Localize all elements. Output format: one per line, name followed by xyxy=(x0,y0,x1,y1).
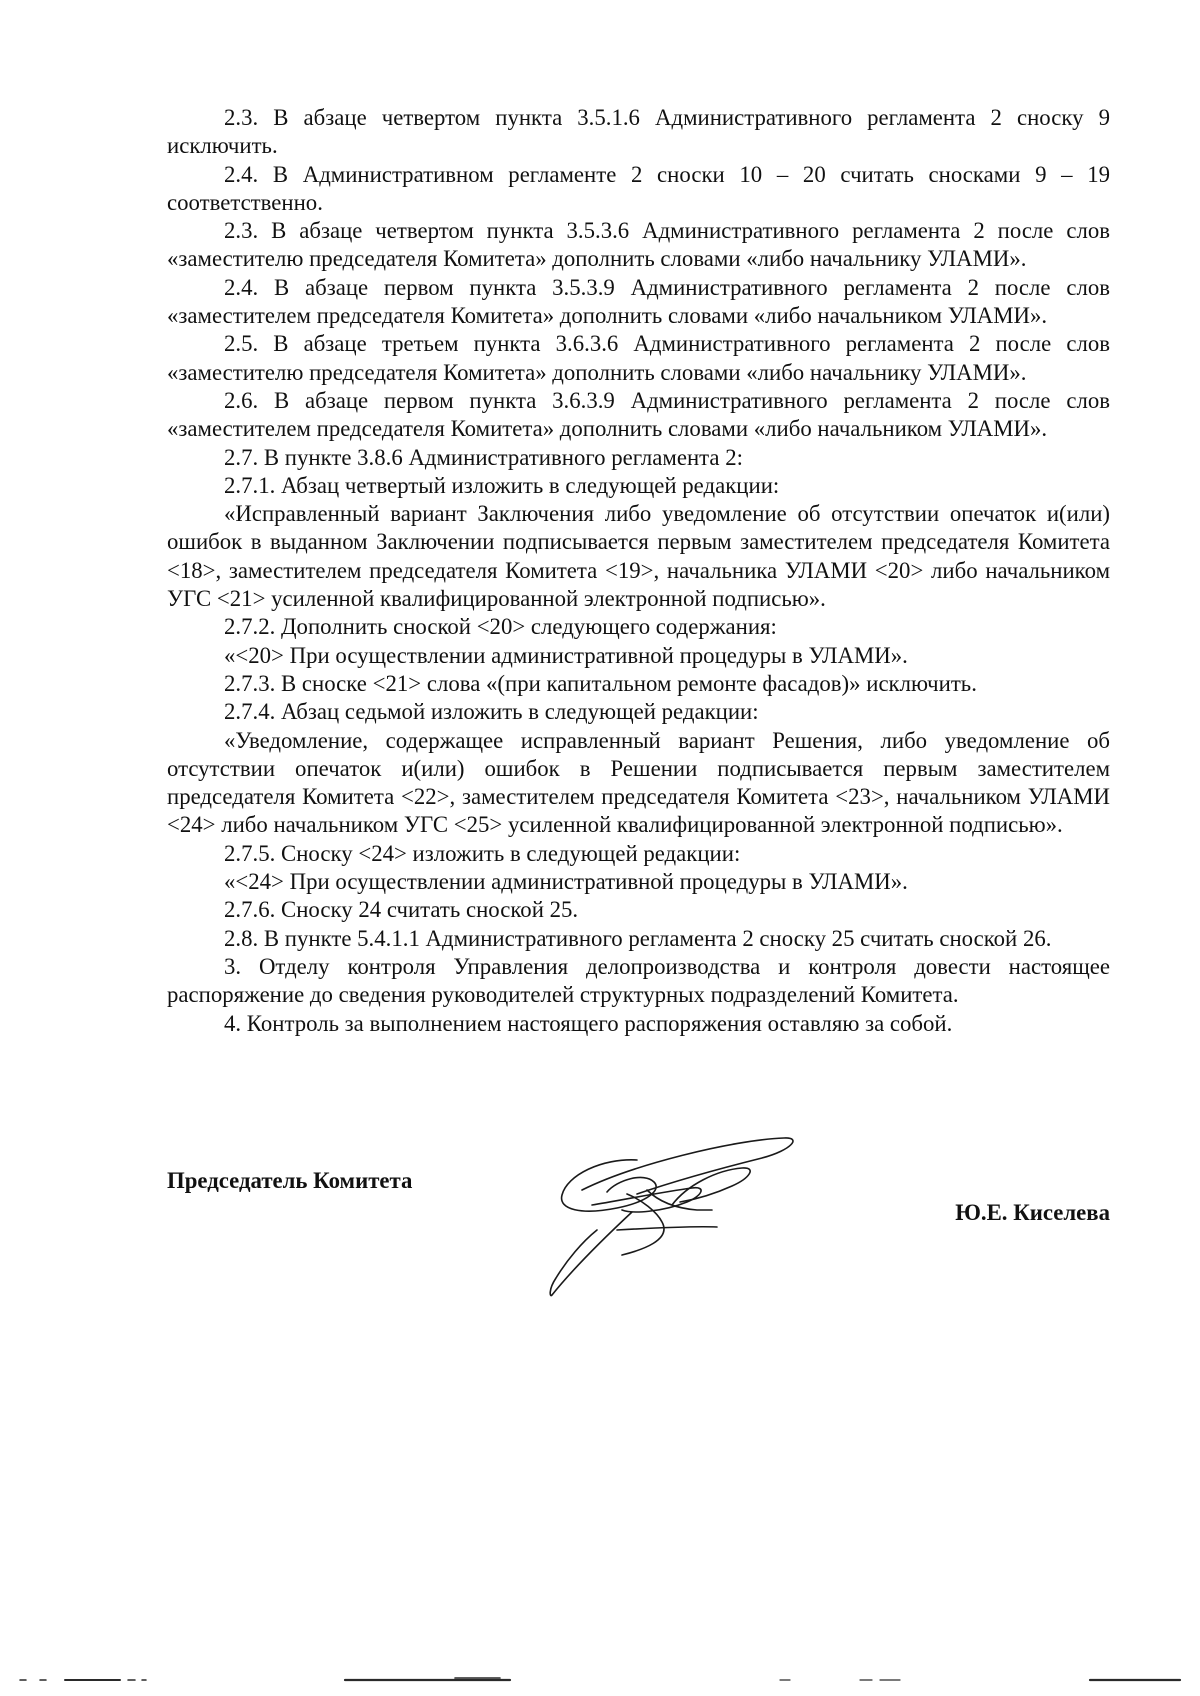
paragraph-2-3-a: 2.3. В абзаце четвертом пункта 3.5.1.6 Административного регламента 2 сноску 9 исключить. xyxy=(167,105,1110,159)
paragraph-2-6: 2.6. В абзаце первом пункта 3.6.3.9 Административного регламента 2 после слов «заместителем председателя Комитета» дополнить словами «либо начальником УЛАМИ». xyxy=(167,387,1110,442)
paragraph-quote-conclusion: «Исправленный вариант Заключения либо уведомление об отсутствии опечаток и(или) ошибок в выданном Заключении подписывается первым заместителем председателя Комитета <18>, заместителем председателя Комитета <19>, начальника УЛАМИ <20> либо начальником УГС <21> усиленной квалифицированной электронной подписью». xyxy=(167,501,1110,612)
paragraph-4: 4. Контроль за выполнением настоящего распоряжения оставляю за собой. xyxy=(224,1010,953,1036)
handwritten-signature-icon xyxy=(522,1130,802,1300)
paragraph-3: 3. Отделу контроля Управления делопроизводства и контроля довести настоящее распоряжение до сведения руководителей структурных подразделений Комитета. xyxy=(167,953,1110,1008)
paragraph-footnote-24: «<24> При осуществлении административной процедуры в УЛАМИ». xyxy=(224,869,908,895)
paragraph-2-8: 2.8. В пункте 5.4.1.1 Административного регламента 2 сноску 25 считать сноской 26. xyxy=(224,925,1052,951)
paragraph-2-3-b: 2.3. В абзаце четвертом пункта 3.5.3.6 Административного регламента 2 после слов «заместителю председателя Комитета» дополнить словами «либо начальнику УЛАМИ». xyxy=(167,218,1110,272)
paragraph-2-5: 2.5. В абзаце третьем пункта 3.6.3.6 Административного регламента 2 после слов «заместителю председателя Комитета» дополнить словами «либо начальнику УЛАМИ». xyxy=(167,331,1110,385)
signature-block xyxy=(167,1160,1110,1290)
paragraph-2-7: 2.7. В пункте 3.8.6 Административного регламента 2: xyxy=(224,444,743,470)
signatory-position: Председатель Комитета xyxy=(167,1168,413,1193)
paragraph-2-4-a: 2.4. В Административном регламенте 2 сноски 10 – 20 считать сносками 9 – 19 соответственно. xyxy=(167,161,1110,215)
paragraph-2-7-4: 2.7.4. Абзац седьмой изложить в следующей редакции: xyxy=(224,699,759,725)
signatory-name: Ю.Е. Киселева xyxy=(955,1200,1110,1225)
paragraph-2-7-2: 2.7.2. Дополнить сноской <20> следующего содержания: xyxy=(224,614,777,640)
paragraph-2-7-5: 2.7.5. Сноску <24> изложить в следующей редакции: xyxy=(224,840,741,866)
paragraph-2-4-b: 2.4. В абзаце первом пункта 3.5.3.9 Административного регламента 2 после слов «заместителем председателя Комитета» дополнить словами «либо начальником УЛАМИ». xyxy=(167,274,1110,329)
paragraph-2-7-3: 2.7.3. В сноске <21> слова «(при капитальном ремонте фасадов)» исключить. xyxy=(224,670,977,696)
document-body xyxy=(167,104,1110,1038)
paragraph-footnote-20: «<20> При осуществлении административной процедуры в УЛАМИ». xyxy=(224,642,908,668)
paragraph-2-7-1: 2.7.1. Абзац четвертый изложить в следующей редакции: xyxy=(224,472,780,498)
paragraph-quote-notification: «Уведомление, содержащее исправленный вариант Решения, либо уведомление об отсутствии опечаток и(или) ошибок в Решении подписывается первым заместителем председателя Комитета <22>, заместителем председателя Комитета <23>, начальником УЛАМИ <24> либо начальником УГС <25> усиленной квалифицированной электронной подписью». xyxy=(167,727,1110,838)
paragraph-2-7-6: 2.7.6. Сноску 24 считать сноской 25. xyxy=(224,897,579,923)
scan-artifact-lines xyxy=(0,1670,1200,1690)
